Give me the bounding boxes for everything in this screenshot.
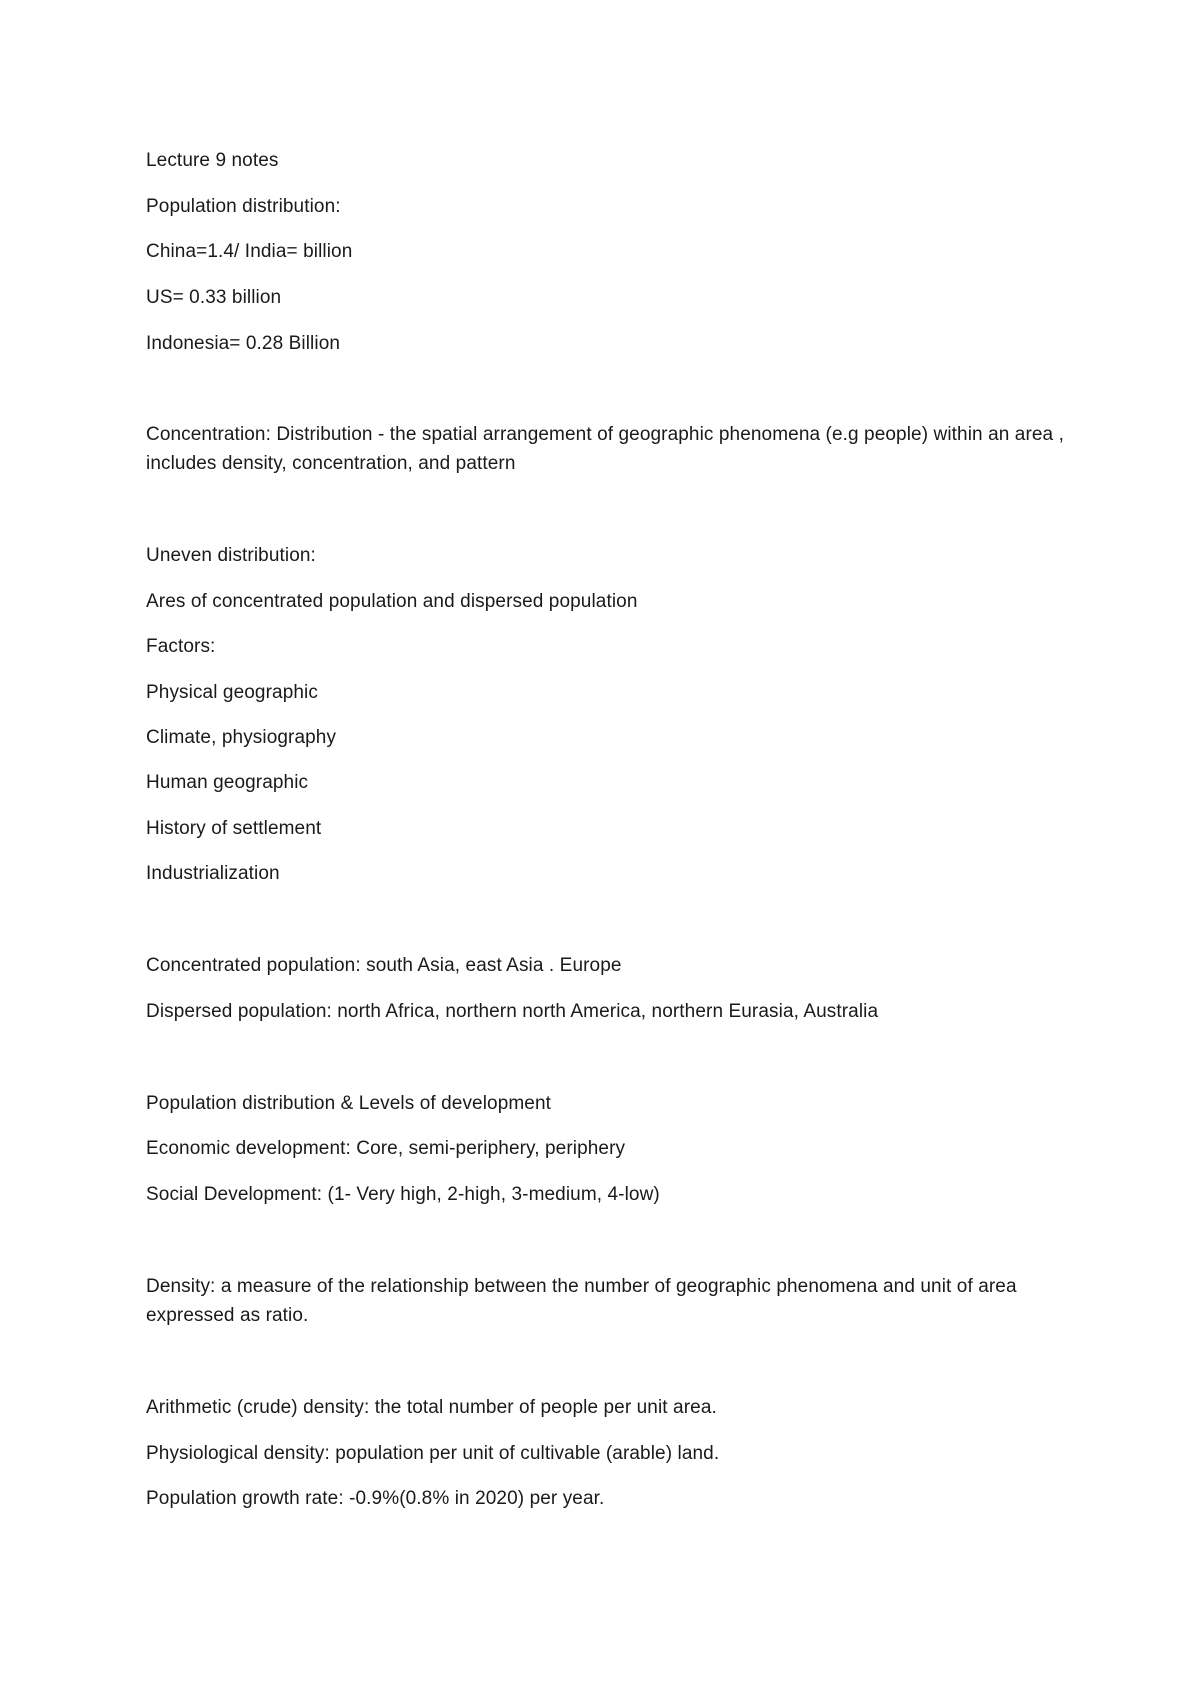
page-title: Lecture 9 notes bbox=[146, 150, 279, 171]
text-line: Industrialization bbox=[146, 863, 280, 884]
text-line: Population growth rate: -0.9%(0.8% in 2020) per year. bbox=[146, 1488, 605, 1509]
paragraph: Concentration: Distribution - the spatial arrangement of geographic phenomena (e.g people) within an area , includes density, concentration, and pattern bbox=[146, 424, 1064, 474]
text-line: Physiological density: population per unit of cultivable (arable) land. bbox=[146, 1443, 720, 1464]
text-line: Climate, physiography bbox=[146, 727, 337, 748]
text-line: US= 0.33 billion bbox=[146, 287, 282, 308]
text-line: Population distribution & Levels of development bbox=[146, 1093, 552, 1114]
text-line: Human geographic bbox=[146, 772, 309, 793]
text-line: Arithmetic (crude) density: the total number of people per unit area. bbox=[146, 1397, 717, 1418]
text-line: Social Development: (1- Very high, 2-high, 3-medium, 4-low) bbox=[146, 1184, 660, 1205]
text-line: China=1.4/ India= billion bbox=[146, 241, 353, 262]
text-line: Ares of concentrated population and dispersed population bbox=[146, 591, 638, 612]
text-line: Physical geographic bbox=[146, 682, 318, 703]
text-line: Concentrated population: south Asia, east Asia . Europe bbox=[146, 955, 622, 976]
text-line: Population distribution: bbox=[146, 196, 341, 217]
paragraph: Density: a measure of the relationship between the number of geographic phenomena and unit of area expressed as ratio. bbox=[146, 1276, 1017, 1326]
text-line: Factors: bbox=[146, 636, 216, 657]
text-line: Uneven distribution: bbox=[146, 545, 316, 566]
text-line: Economic development: Core, semi-periphery, periphery bbox=[146, 1138, 626, 1159]
text-line: Dispersed population: north Africa, northern north America, northern Eurasia, Australia bbox=[146, 1001, 879, 1022]
text-line: History of settlement bbox=[146, 818, 322, 839]
text-line: Indonesia= 0.28 Billion bbox=[146, 333, 341, 354]
